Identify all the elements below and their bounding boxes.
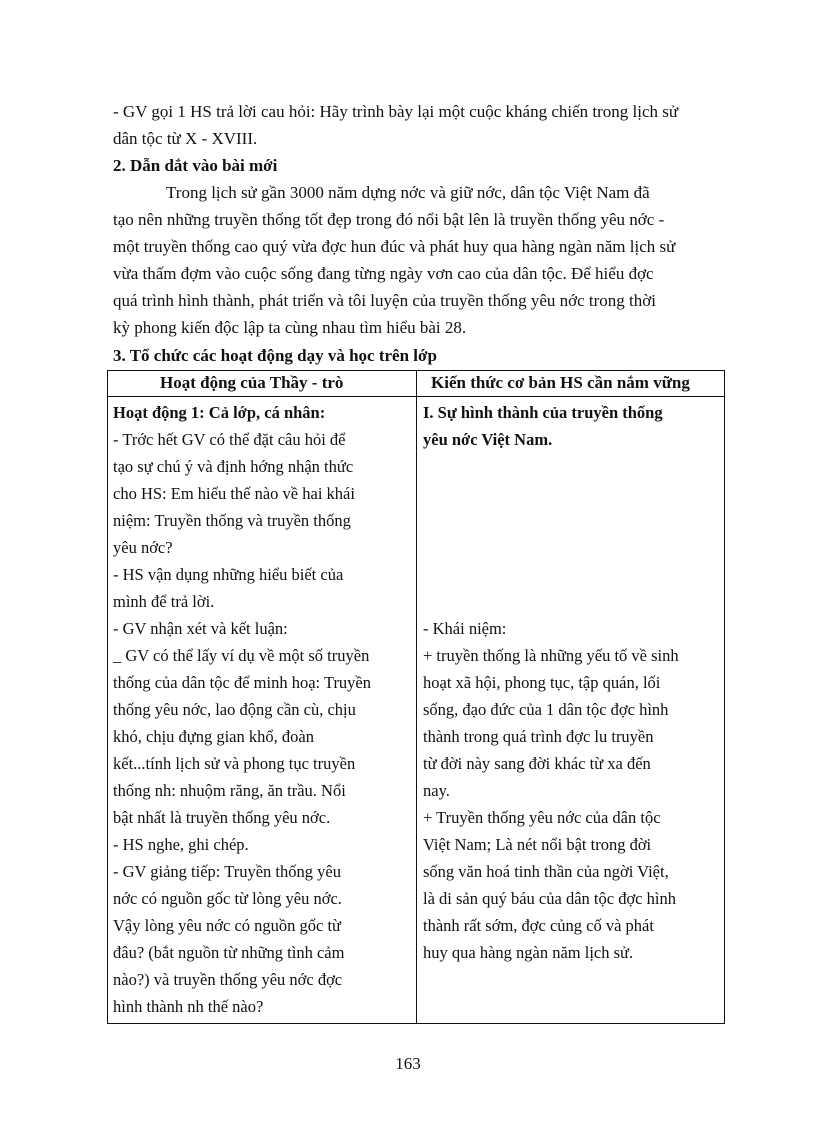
left-cell-line: yêu nớc?	[113, 538, 173, 557]
section-3-heading: 3. Tổ chức các hoạt động dạy và học trên lớp	[113, 346, 437, 365]
left-cell-line: nớc có nguồn gốc từ lòng yêu nớc.	[113, 889, 342, 908]
right-cell-line: I. Sự hình thành của truyền thống	[423, 403, 663, 422]
table-column-divider	[416, 370, 417, 1024]
right-cell-line: huy qua hàng ngàn năm lịch sử.	[423, 943, 634, 962]
left-cell-line: kết...tính lịch sử và phong tục truyền	[113, 754, 356, 773]
right-cell-line: - Khái niệm:	[423, 619, 507, 638]
table-header-left: Hoạt động của Thầy - trò	[160, 373, 344, 392]
section-2-line-5: quá trình hình thành, phát triển và tôi luyện của truyền thống yêu nớc trong thời	[113, 291, 656, 310]
left-cell-line: nào?) và truyền thống yêu nớc đợc	[113, 970, 343, 989]
right-cell-line: nay.	[423, 781, 450, 800]
table-header-divider	[107, 396, 725, 397]
left-cell-line: thống của dân tộc để minh hoạ: Truyền	[113, 673, 372, 692]
right-cell-line: + Truyền thống yêu nớc của dân tộc	[423, 808, 661, 827]
right-cell-line: thành rất sớm, đợc củng cố và phát	[423, 916, 654, 935]
left-cell-line: cho HS: Em hiểu thế nào về hai khái	[113, 484, 355, 503]
intro-line-2: dân tộc từ X - XVIII.	[113, 129, 258, 148]
section-2-heading: 2. Dẫn dắt vào bài mới	[113, 156, 278, 175]
page-number: 163	[395, 1054, 421, 1073]
left-cell-line: - HS vận dụng những hiểu biết của	[113, 565, 344, 584]
section-2-line-2: tạo nên những truyền thống tốt đẹp trong đó nổi bật lên là truyền thống yêu nớc -	[113, 210, 665, 229]
left-cell-line: Vậy lòng yêu nớc có nguồn gốc từ	[113, 916, 341, 935]
left-cell-line: bật nhất là truyền thống yêu nớc.	[113, 808, 331, 827]
left-cell-line: khó, chịu đựng gian khổ, đoàn	[113, 727, 314, 746]
table-header-right: Kiến thức cơ bản HS cần nắm vững	[431, 373, 690, 392]
left-cell-line: _ GV có thể lấy ví dụ về một số truyền	[113, 646, 370, 665]
right-cell-line: sống văn hoá tinh thần của ngời Việt,	[423, 862, 669, 881]
left-cell-line: - Trớc hết GV có thể đặt câu hỏi để	[113, 430, 346, 449]
section-2-line-6: kỳ phong kiến độc lập ta cùng nhau tìm hiểu bài 28.	[113, 318, 467, 337]
right-cell-line: + truyền thống là những yếu tố về sinh	[423, 646, 679, 665]
intro-line-1: - GV gọi 1 HS trả lời cau hỏi: Hãy trình bày lại một cuộc kháng chiến trong lịch sử	[113, 102, 679, 121]
left-cell-line: thống nh: nhuộm răng, ăn trầu. Nổi	[113, 781, 346, 800]
left-cell-line: - GV nhận xét và kết luận:	[113, 619, 288, 638]
right-cell-line: hoạt xã hội, phong tục, tập quán, lối	[423, 673, 661, 692]
left-cell-line: niệm: Truyền thống và truyền thống	[113, 511, 351, 530]
left-cell-line: Hoạt động 1: Cả lớp, cá nhân:	[113, 403, 326, 422]
left-cell-line: - HS nghe, ghi chép.	[113, 835, 249, 854]
left-cell-line: thống yêu nớc, lao động cần cù, chịu	[113, 700, 356, 719]
section-2-line-3: một truyền thống cao quý vừa đợc hun đúc và phát huy qua hàng ngàn năm lịch sử	[113, 237, 676, 256]
right-cell-line: Việt Nam; Là nét nổi bật trong đời	[423, 835, 652, 854]
section-2-line-1: Trong lịch sử gần 3000 năm dựng nớc và giữ nớc, dân tộc Việt Nam đã	[166, 183, 650, 202]
left-cell-line: mình để trả lời.	[113, 592, 215, 611]
right-cell-line: sống, đạo đức của 1 dân tộc đợc hình	[423, 700, 669, 719]
left-cell-line: tạo sự chú ý và định hớng nhận thức	[113, 457, 354, 476]
right-cell-line: yêu nớc Việt Nam.	[423, 430, 553, 449]
left-cell-line: đâu? (bắt nguồn từ những tình cảm	[113, 943, 345, 962]
left-cell-line: hình thành nh thế nào?	[113, 997, 264, 1016]
right-cell-line: là di sản quý báu của dân tộc đợc hình	[423, 889, 676, 908]
right-cell-line: thành trong quá trình đợc lu truyền	[423, 727, 654, 746]
left-cell-line: - GV giảng tiếp: Truyền thống yêu	[113, 862, 341, 881]
right-cell-line: từ đời này sang đời khác từ xa đến	[423, 754, 651, 773]
section-2-line-4: vừa thấm đợm vào cuộc sống đang từng ngày vơn cao của dân tộc. Để hiểu đợc	[113, 264, 654, 283]
